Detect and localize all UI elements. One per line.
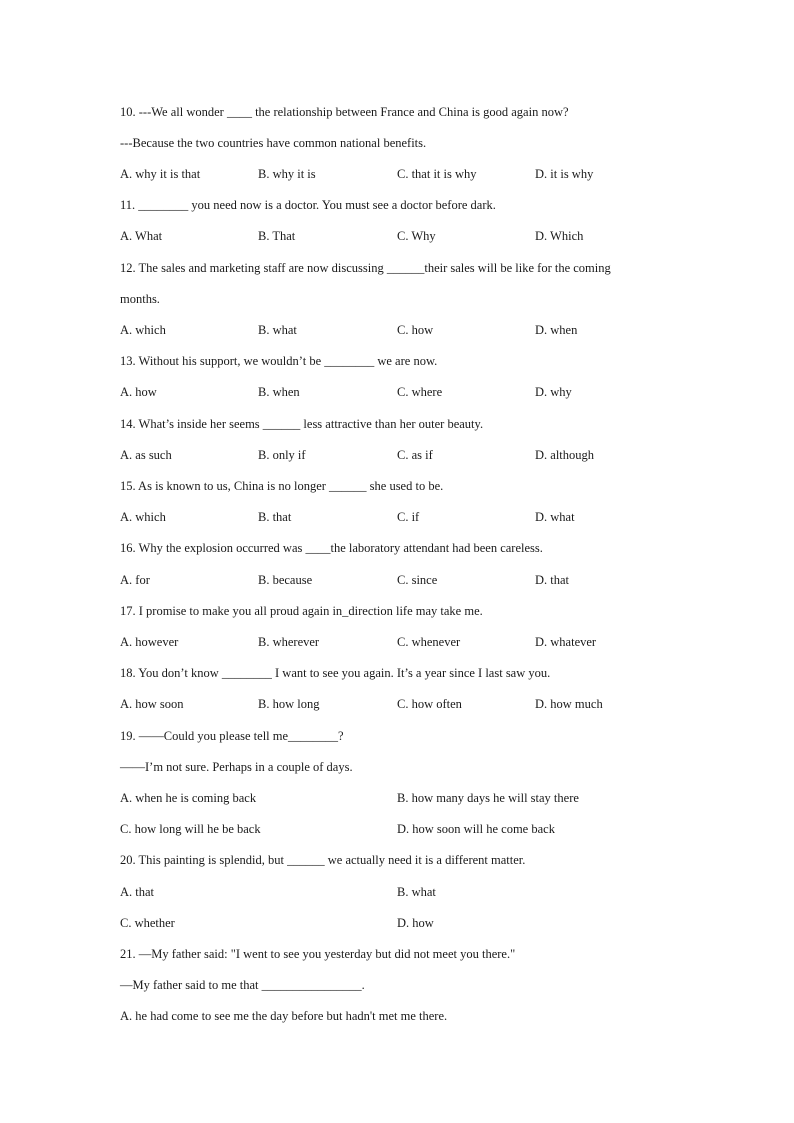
question-10-option-a: A. why it is that (120, 167, 201, 181)
question-16-option-c: C. since (397, 573, 438, 587)
question-11-stem: 11. ________ you need now is a doctor. You must see a doctor before dark. (120, 198, 496, 212)
question-13-stem: 13. Without his support, we wouldn’t be ________ we are now. (120, 354, 438, 368)
question-15-option-c: C. if (397, 510, 420, 524)
question-20-option-d: D. how (397, 916, 434, 930)
question-18-option-b: B. how long (258, 697, 320, 711)
question-15-stem: 15. As is known to us, China is no longer ______ she used to be. (120, 479, 444, 493)
question-10-option-c: C. that it is why (397, 167, 477, 181)
question-20-stem: 20. This painting is splendid, but ______ we actually need it is a different matter. (120, 853, 526, 867)
question-10-stem: 10. ---We all wonder ____ the relationship between France and China is good again now? (120, 105, 569, 119)
question-15-option-d: D. what (535, 510, 575, 524)
question-19-option-d: D. how soon will he come back (397, 822, 555, 836)
question-12-stem: 12. The sales and marketing staff are now discussing ______their sales will be like for the coming (120, 261, 611, 275)
question-11-option-a: A. What (120, 229, 163, 243)
question-18-option-c: C. how often (397, 697, 462, 711)
question-12-option-c: C. how (397, 323, 434, 337)
question-14-option-a: A. as such (120, 448, 172, 462)
question-17-option-c: C. whenever (397, 635, 461, 649)
question-12-option-b: B. what (258, 323, 297, 337)
question-16-option-d: D. that (535, 573, 570, 587)
question-13-option-b: B. when (258, 385, 300, 399)
question-13-option-c: C. where (397, 385, 443, 399)
question-18-option-d: D. how much (535, 697, 603, 711)
question-21-dialogue: —My father said to me that ________________. (120, 978, 365, 992)
question-14-stem: 14. What’s inside her seems ______ less attractive than her outer beauty. (120, 417, 484, 431)
question-14-option-b: B. only if (258, 448, 306, 462)
question-10-option-b: B. why it is (258, 167, 316, 181)
question-17-option-a: A. however (120, 635, 179, 649)
question-19-stem: 19. ——Could you please tell me________? (120, 729, 344, 743)
question-16-option-a: A. for (120, 573, 150, 587)
question-21-stem: 21. —My father said: "I went to see you yesterday but did not meet you there." (120, 947, 516, 961)
question-17-option-b: B. wherever (258, 635, 320, 649)
question-19-option-a: A. when he is coming back (120, 791, 257, 805)
question-14-option-c: C. as if (397, 448, 433, 462)
question-11-option-b: B. That (258, 229, 296, 243)
question-15-option-b: B. that (258, 510, 292, 524)
question-12-option-a: A. which (120, 323, 166, 337)
question-10-dialogue: ---Because the two countries have common national benefits. (120, 136, 427, 150)
question-18-stem: 18. You don’t know ________ I want to see you again. It’s a year since I last saw you. (120, 666, 551, 680)
question-20-option-a: A. that (120, 885, 155, 899)
question-16-stem: 16. Why the explosion occurred was ____the laboratory attendant had been careless. (120, 541, 543, 555)
question-11-option-c: C. Why (397, 229, 436, 243)
question-11-option-d: D. Which (535, 229, 584, 243)
question-12-stem-continued: months. (120, 292, 160, 306)
question-10-option-d: D. it is why (535, 167, 594, 181)
question-17-stem: 17. I promise to make you all proud again in_direction life may take me. (120, 604, 483, 618)
question-19-option-c: C. how long will he be back (120, 822, 261, 836)
question-14-option-d: D. although (535, 448, 595, 462)
question-16-option-b: B. because (258, 573, 313, 587)
question-12-option-d: D. when (535, 323, 578, 337)
question-20-option-c: C. whether (120, 916, 175, 930)
question-19-dialogue: ——I’m not sure. Perhaps in a couple of days. (120, 760, 353, 774)
question-13-option-a: A. how (120, 385, 157, 399)
question-13-option-d: D. why (535, 385, 572, 399)
question-21-option-a: A. he had come to see me the day before but hadn't met me there. (120, 1009, 448, 1023)
question-20-option-b: B. what (397, 885, 436, 899)
question-15-option-a: A. which (120, 510, 166, 524)
question-19-option-b: B. how many days he will stay there (397, 791, 579, 805)
question-17-option-d: D. whatever (535, 635, 597, 649)
question-18-option-a: A. how soon (120, 697, 184, 711)
